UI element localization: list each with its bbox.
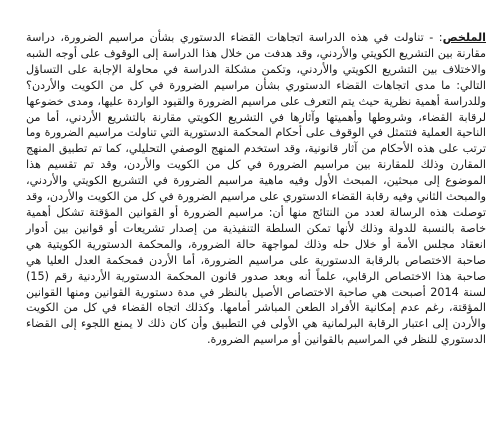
abstract-text: - تناولت في هذه الدراسة اتجاهات القضاء الدستوري بشأن مراسيم الضرورة، دراسة مقارنة بين التشريع الكويتي والأردني، وقد هدفت من خلال هذا الدراسة إلى الوقوف على أوجه الشبه والاختلاف بين التشريع الكويتي والأردني، وتكمن مشكلة الدراسة في محاولة الإجابة على التساؤل التالي: ما مدى اتجاهات القضاء الدستوري بشأن مراسيم الضرورة في كل من الكويت والأردن؟ وللدراسة أهمية نظرية حيث يتم التعرف على مراسيم الضرورة والقيود الواردة عليها، ومدى خضوعها لرقابة القضاء، وشروطها وأهميتها وآثارها في التشريع الكويتي مقارنة بالتشريع الأردني، أما من الناحية العملية فتتمثل في الوقوف على أحكام المحكمة الدستورية التي تناولت مراسيم الضرورة وما ترتب على هذه الأحكام من آثار قانونية، وقد استخدم المنهج الوصفي التحليلي، كما تم تطبيق المنهج المقارن وذلك للمقارنة بين مراسيم الضرورة في كل من الكويت والأردن، وقد تم تقسيم هذا الموضوع إلى مبحثين، المبحث الأول وفيه ماهية مراسيم الضرورة في التشريع الكويتي والأردني، والمبحث الثاني وفيه رقابة القضاء الدستوري على مراسيم الضرورة في كل من الكويت والأردن، وقد توصلت هذه الرسالة لعدد من النتائج منها أن: مراسيم الضرورة أو القوانين المؤقتة تشكل أهمية خاصة بالنسبة للدولة وذلك لأنها تمكن السلطة التنفيذية من إصدار تشريعات أو قوانين بين أدوار انعقاد مجلس الأمة أو خلال حله وذلك لمواجهة حالة الضرورة، والمحكمة الدستورية الكويتية هي صاحبة الاختصاص بالرقابة الدستورية على مراسيم الضرورة، أما الأردن فمحكمة العدل العليا هي صاحبة هذا الاختصاص الرقابي، علماً أنه وبعد صدور قانون المحكمة الدستورية الأردنية رقم (15) لسنة 2014 أصبحت هي صاحبة الاختصاص الأصيل بالنظر في مدة دستورية القوانين ومنها القوانين المؤقتة، رغم عدم إمكانية الأفراد الطعن المباشر أمامها. وكذلك اتجاه القضاء في كل من الكويت والأردن إلى اعتبار الرقابة البرلمانية هي الأولى في التطبيق وأن كان ذلك لا يمنع اللجوء إلى القضاء الدستوري للنظر في المراسيم بالقوانين أو مراسيم الضرورة. bbox=[26, 31, 486, 347]
abstract-label: الملخص bbox=[442, 31, 487, 44]
abstract-separator: : bbox=[433, 31, 443, 44]
abstract-paragraph bbox=[26, 30, 486, 348]
